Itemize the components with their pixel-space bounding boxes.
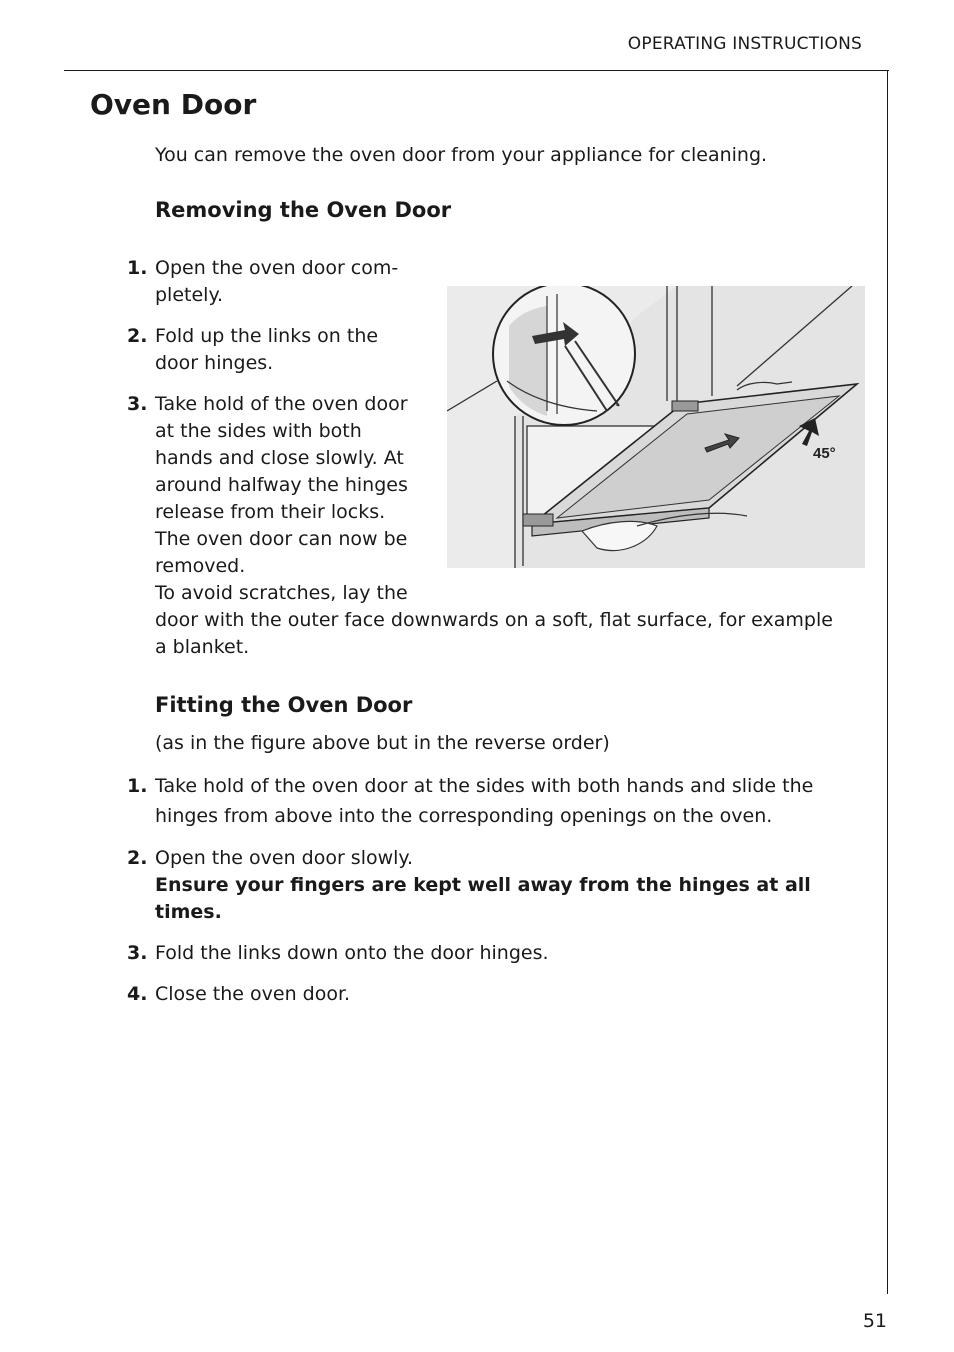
step-line: Fold up the links on the	[155, 325, 379, 347]
step-number: 3.	[127, 393, 148, 415]
step-line: Open the oven door slowly.	[155, 847, 414, 869]
step-line: pletely.	[155, 284, 224, 306]
step-number: 3.	[127, 942, 148, 964]
step-line: door with the outer face downwards on a soft, flat surface, for example	[155, 609, 833, 631]
list-item	[127, 845, 867, 926]
section-title: Oven Door	[90, 88, 257, 121]
step-line: To avoid scratches, lay the	[155, 582, 408, 604]
running-title: OPERATING INSTRUCTIONS	[627, 34, 862, 54]
step-line: Fold the links down onto the door hinges.	[155, 942, 549, 964]
fitting-note: (as in the figure above but in the reverse order)	[155, 732, 610, 754]
step-number: 2.	[127, 325, 148, 347]
intro-text: You can remove the oven door from your appliance for cleaning.	[155, 144, 768, 166]
step-line: Close the oven door.	[155, 983, 351, 1005]
step-number: 2.	[127, 847, 148, 869]
safety-warning: Ensure your fingers are kept well away from the hinges at all times.	[155, 874, 811, 923]
step-line: Take hold of the oven door	[155, 393, 408, 415]
step-line: Take hold of the oven door at the sides with both hands and slide the	[155, 775, 814, 797]
list-item	[127, 981, 867, 1008]
step-line: hands and close slowly. At	[155, 447, 404, 469]
list-item	[127, 940, 867, 967]
step-line: door hinges.	[155, 352, 274, 374]
step-number: 1.	[127, 257, 148, 279]
step-line: Open the oven door com-	[155, 257, 399, 279]
step-line: removed.	[155, 555, 246, 577]
step-line: around halfway the hinges	[155, 474, 408, 496]
list-item	[127, 771, 867, 831]
page-number: 51	[862, 1310, 887, 1332]
oven-door-removal-illustration	[447, 286, 865, 568]
step-line: at the sides with both	[155, 420, 362, 442]
step-number: 4.	[127, 983, 148, 1005]
step-line: The oven door can now be	[155, 528, 408, 550]
margin-rule	[887, 70, 888, 1294]
angle-label: 45°	[813, 445, 836, 462]
removing-heading: Removing the Oven Door	[155, 198, 452, 222]
step-number: 1.	[127, 775, 148, 797]
step-line: a blanket.	[155, 636, 250, 658]
fitting-steps	[127, 771, 867, 1022]
step-line: hinges from above into the corresponding openings on the oven.	[155, 805, 773, 827]
fitting-heading: Fitting the Oven Door	[155, 693, 413, 717]
step-line: release from their locks.	[155, 501, 386, 523]
header-rule	[64, 70, 889, 71]
